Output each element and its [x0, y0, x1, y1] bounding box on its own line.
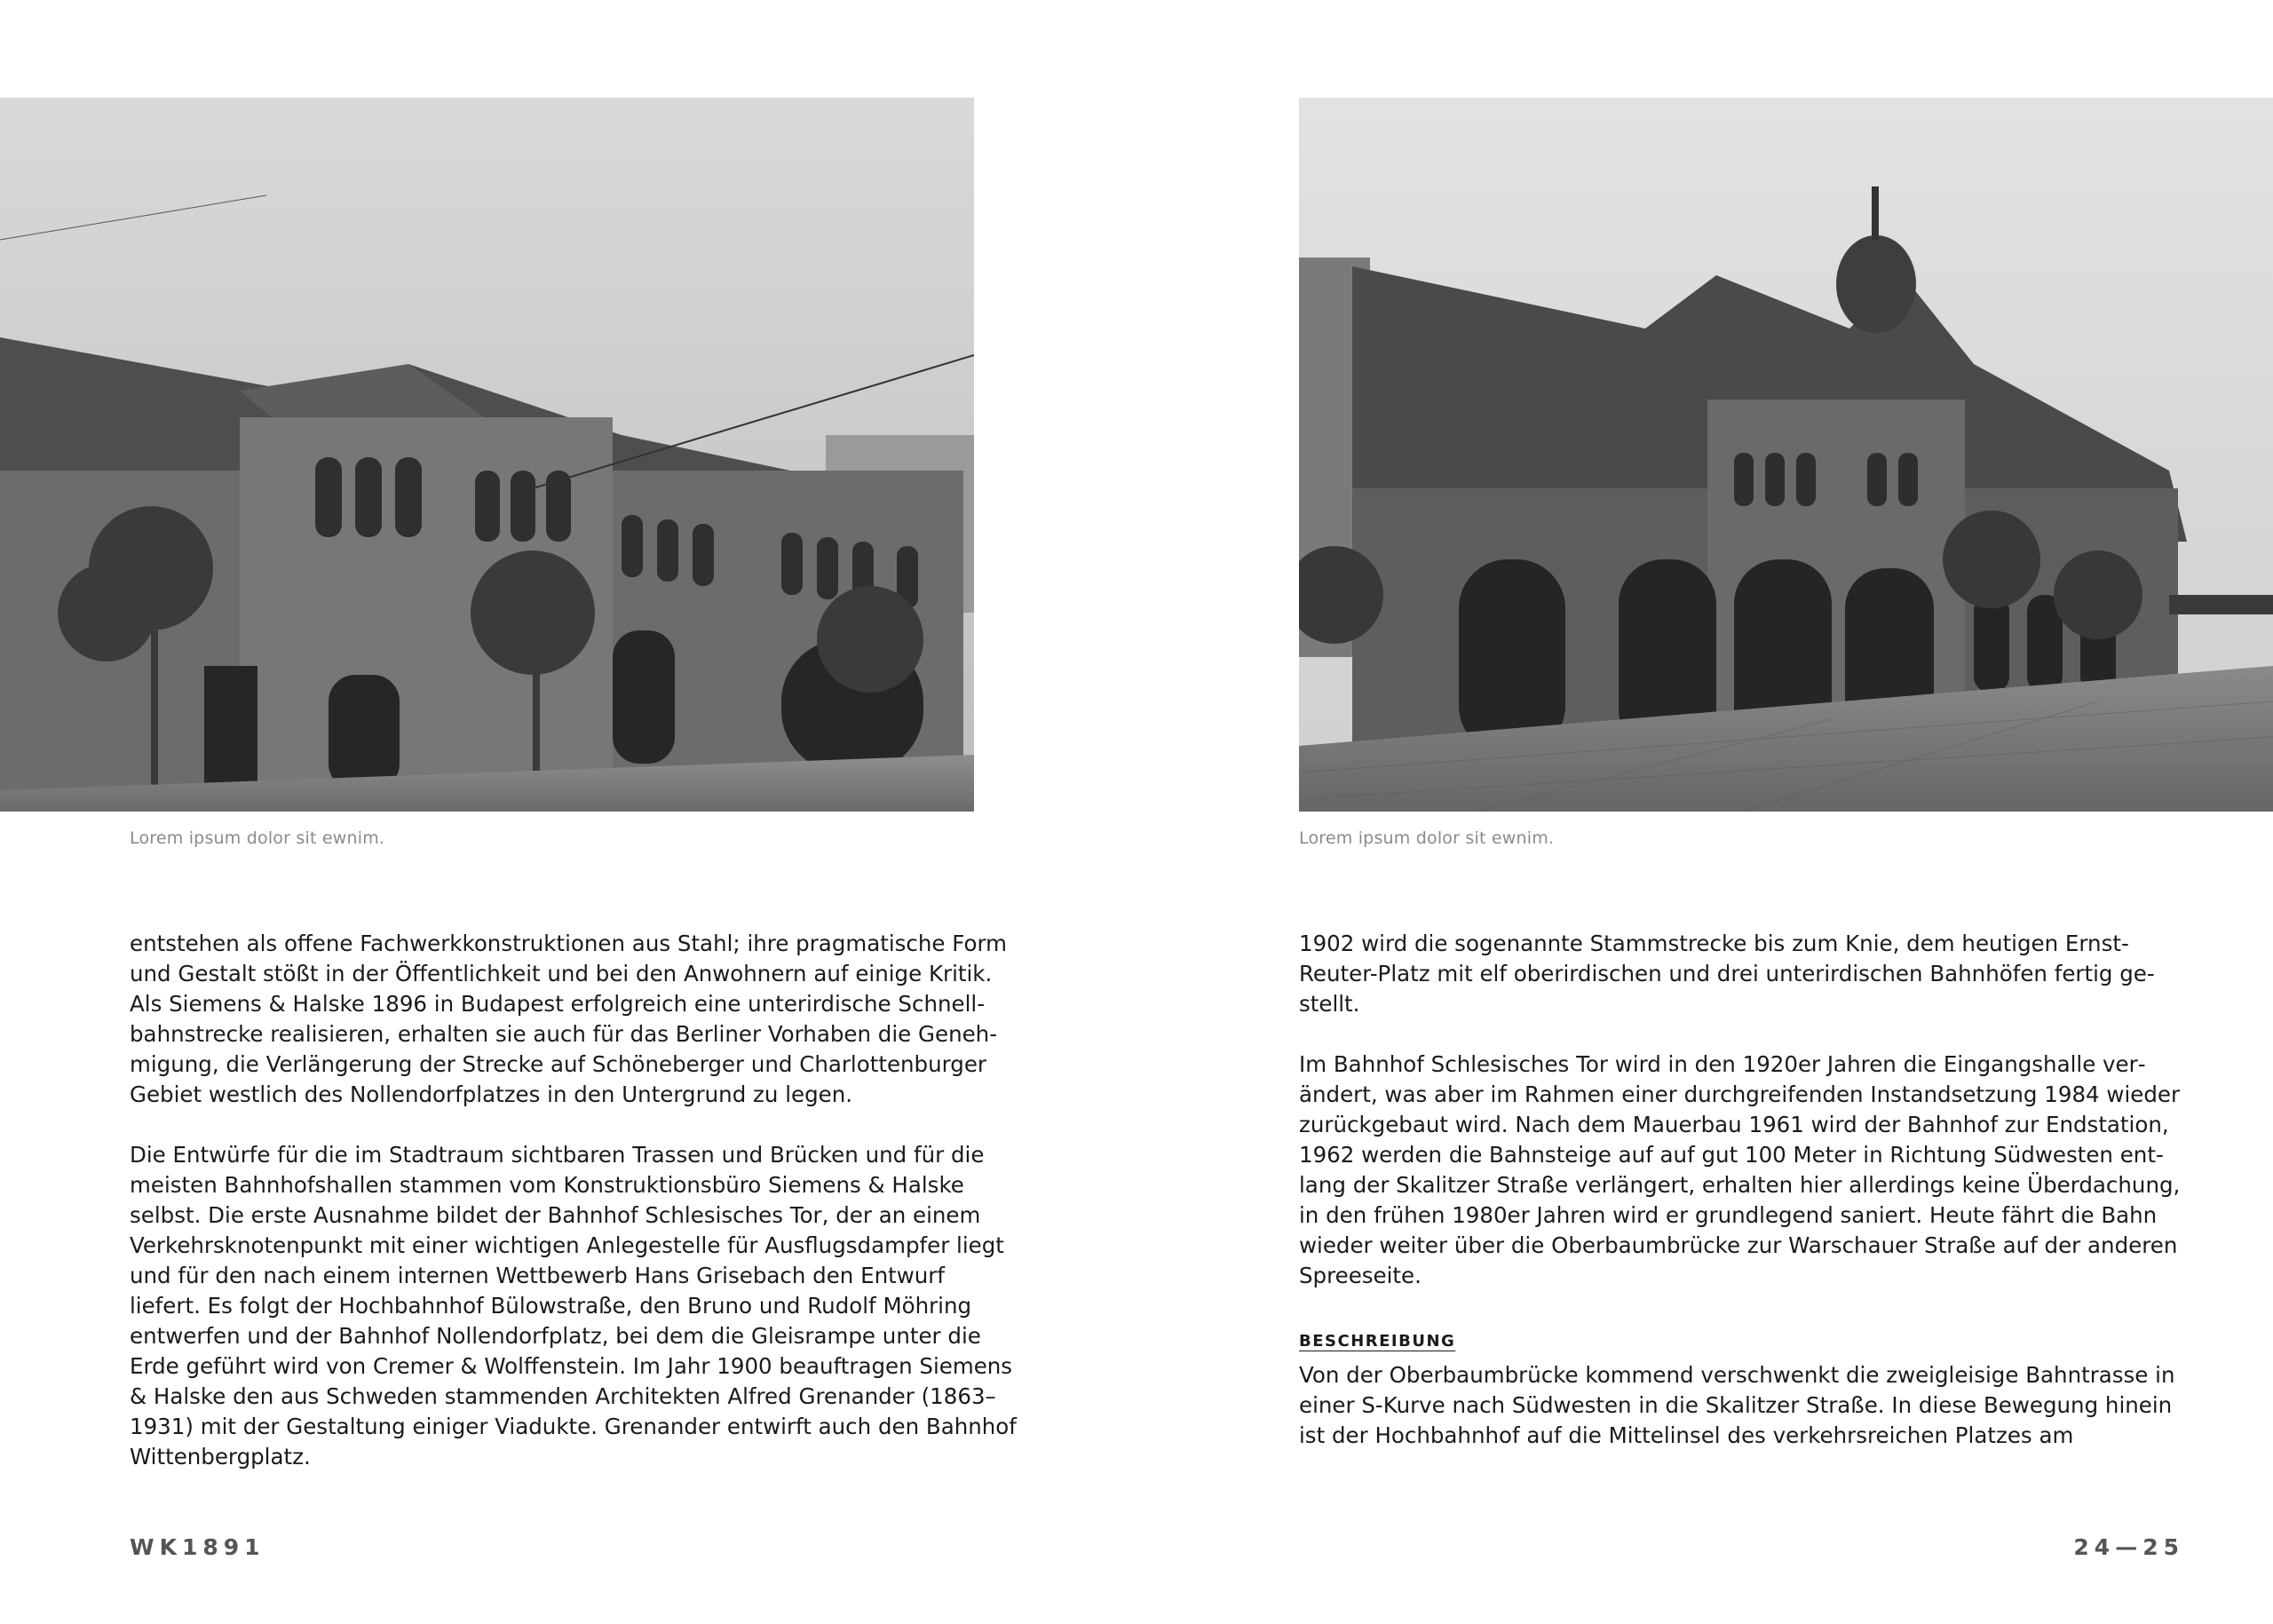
photo-illustration: [1299, 98, 2273, 812]
paragraph: entstehen als offene Fachwerkkonstruktionen aus Stahl; ihre pragmatische Form und Gestalt stößt in der Öffentlichkeit und bei den Anwohnern auf einige Kritik. Als Siemens & Halske 1896 in Budapest erfolgreich eine unterirdische Schnellbahnstrecke realisieren, erhalten sie auch für das Berliner Vorhaben die Genehmigung, die Verlängerung der Strecke auf Schöneberger und Charlottenburger Gebiet westlich des Nollendorfplatzes in den Untergrund zu legen.: [130, 931, 1008, 1107]
paragraph: Im Bahnhof Schlesisches Tor wird in den 1920er Jahren die Eingangshalle verändert, was aber im Rahmen einer durchgreifenden Instandsetzung 1984 wieder zurückgebaut wird. Nach dem Mauerbau 1961 wird der Bahnhof zur Endstation, 1962 werden die Bahnsteige auf auf gut 100 Meter in Richtung Südwesten entlang der Skalitzer Straße verlängert, erhalten hier allerdings keine Überdachung, in den frühen 1980er Jahren wird er grundlegend saniert. Heute fährt die Bahn wieder weiter über die Oberbaumbrücke zur Warschauer Straße auf der anderen Spreeseite.: [1299, 1051, 2181, 1288]
photo-illustration: [0, 98, 974, 812]
photo-caption: Lorem ipsum dolor sit ewnim.: [1299, 828, 1555, 848]
paragraph: Von der Oberbaumbrücke kommend verschwenkt die zweigleisige Bahntrasse in einer S-Kurve nach Südwesten in die Skalitzer Straße. In diese Bewegung hinein ist der Hochbahnhof auf die Mittelinsel des verkehrsreichen Platzes am: [1299, 1362, 2175, 1448]
right-page: [1136, 0, 2273, 1624]
photo-caption: Lorem ipsum dolor sit ewnim.: [130, 828, 385, 848]
left-page: [0, 0, 1136, 1624]
body-text-right: [1299, 929, 2187, 1481]
paragraph: 1902 wird die sogenannte Stammstrecke bis zum Knie, dem heutigen Ernst-Reuter-Platz mit elf oberirdischen und drei unterirdischen Bahnhöfen fertig gestellt.: [1299, 931, 2155, 1017]
paragraph: Die Entwürfe für die im Stadtraum sichtbaren Trassen und Brücken und für die meisten Bahnhofshallen stammen vom Konstruktionsbüro Siemens & Halske selbst. Die erste Ausnahme bildet der Bahnhof Schlesisches Tor, der an einem Verkehrsknotenpunkt mit einer wichtigen Anlegestelle für Ausflugsdampfer liegt und für den nach einem internen Wettbewerb Hans Grisebach den Entwurf liefert. Es folgt der Hochbahnhof Bülowstraße, den Bruno und Rudolf Möhring entwerfen und der Bahnhof Nollendorfplatz, bei dem die Gleisrampe unter die Erde geführt wird von Cremer & Wolffenstein. Im Jahr 1900 beauftragen Siemens & Halske den aus Schweden stammenden Architekten Alfred Grenander (1863–1931) mit der Gestaltung einiger Viadukte. Grenander entwirft auch den Bahnhof Wittenbergplatz.: [130, 1142, 1017, 1470]
footer-running-title: WK1891: [130, 1534, 265, 1560]
historic-photo-schlesisches-tor: [1299, 98, 2273, 812]
body-text-left: [130, 929, 1018, 1502]
page-numbers: 24—25: [2073, 1534, 2184, 1560]
historic-photo-station-facade: [0, 98, 974, 812]
section-heading: BESCHREIBUNG: [1299, 1332, 1456, 1351]
